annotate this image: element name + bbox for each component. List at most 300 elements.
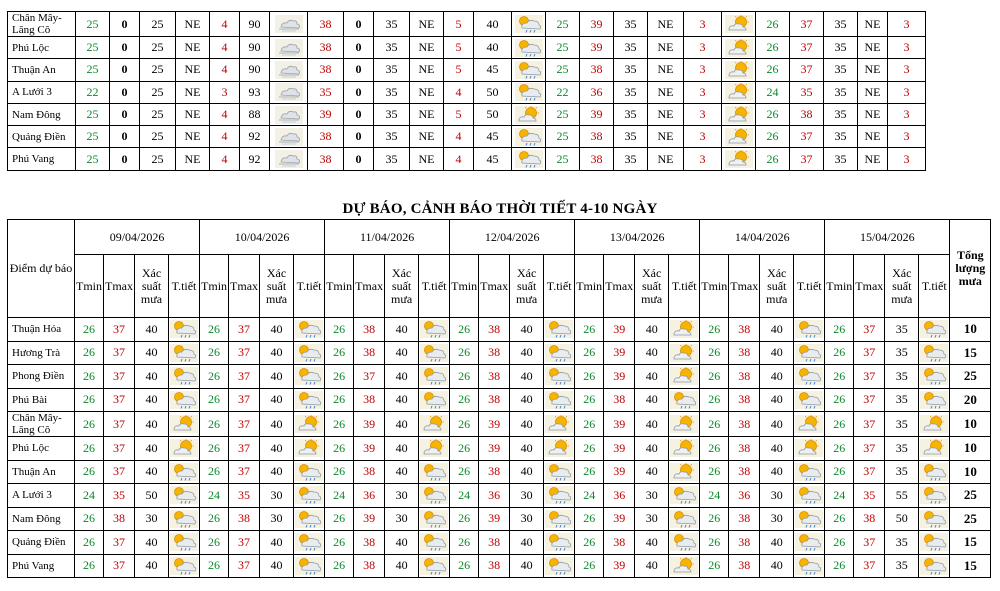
rain-sun-icon-cell: [169, 388, 200, 412]
tmin-cell: 26: [825, 437, 854, 461]
station-name: Thuận Hóa: [8, 318, 75, 342]
value-cell: 4: [210, 103, 240, 125]
rain-prob-cell: 40: [635, 318, 669, 342]
value-cell: 0: [110, 12, 140, 37]
tmin-cell: 24: [575, 484, 604, 508]
rain-prob-cell: 40: [260, 318, 294, 342]
tmin-cell: 26: [825, 554, 854, 578]
value-cell: 38: [580, 148, 614, 170]
rain-sun-icon: [170, 344, 198, 362]
rain-sun-icon: [420, 557, 448, 575]
fog-icon-cell: [270, 148, 308, 170]
value-cell: NE: [858, 37, 888, 59]
rain-sun-icon: [420, 391, 448, 409]
tmin-cell: 26: [325, 318, 354, 342]
tmax-cell: 36: [604, 484, 635, 508]
rain-prob-cell: 35: [885, 365, 919, 389]
rain-prob-cell: 40: [385, 318, 419, 342]
value-cell: 40: [474, 37, 512, 59]
tmax-cell: 39: [604, 365, 635, 389]
tmax-cell: 38: [729, 365, 760, 389]
tmin-header: Tmin: [575, 255, 604, 318]
value-cell: 38: [308, 126, 344, 148]
value-cell: 25: [140, 37, 176, 59]
weather-header: T.tiết: [669, 255, 700, 318]
rain-prob-cell: 40: [135, 318, 169, 342]
rain-sun-icon: [545, 391, 573, 409]
value-cell: 3: [888, 59, 926, 81]
total-rain-cell: 10: [950, 437, 991, 461]
tmax-cell: 39: [354, 412, 385, 437]
tmin-cell: 26: [700, 365, 729, 389]
sun-cloud-icon-cell: [669, 460, 700, 484]
tmin-header: Tmin: [450, 255, 479, 318]
rain-prob-cell: 40: [510, 318, 544, 342]
rain-sun-icon: [670, 533, 698, 551]
rain-prob-cell: 35: [885, 437, 919, 461]
tmax-cell: 38: [479, 554, 510, 578]
rain-sun-icon: [920, 391, 948, 409]
value-cell: 35: [374, 59, 410, 81]
rain-sun-icon-cell: [669, 388, 700, 412]
value-cell: 3: [684, 37, 722, 59]
tmax-cell: 37: [104, 554, 135, 578]
station-name: Nam Đông: [8, 507, 75, 531]
station-name: Chân Mây-Lăng Cô: [8, 412, 75, 437]
rain-sun-icon: [295, 391, 323, 409]
rain-prob-cell: 30: [510, 484, 544, 508]
tmin-cell: 26: [575, 365, 604, 389]
value-cell: 35: [824, 148, 858, 170]
tmax-cell: 38: [729, 460, 760, 484]
rain-sun-icon: [920, 533, 948, 551]
sun-cloud-icon: [420, 439, 448, 457]
rain-prob-cell: 40: [760, 341, 794, 365]
value-cell: NE: [410, 126, 444, 148]
rain-sun-icon: [515, 39, 543, 57]
tmax-cell: 38: [354, 531, 385, 555]
sun-cloud-icon: [920, 415, 948, 433]
rain-sun-icon: [515, 83, 543, 101]
tmax-cell: 38: [729, 437, 760, 461]
header-row: [8, 220, 991, 255]
rain-sun-icon-cell: [294, 531, 325, 555]
tmin-cell: 26: [825, 341, 854, 365]
value-cell: 25: [76, 103, 110, 125]
sun-cloud-icon: [670, 463, 698, 481]
station-name: Hương Trà: [8, 341, 75, 365]
tmax-cell: 38: [604, 388, 635, 412]
tmin-cell: 24: [75, 484, 104, 508]
rain-sun-icon-cell: [294, 554, 325, 578]
rain-sun-icon-cell: [544, 531, 575, 555]
rain-prob-cell: 40: [510, 531, 544, 555]
value-cell: 0: [344, 37, 374, 59]
value-cell: 35: [374, 126, 410, 148]
tmax-cell: 39: [604, 554, 635, 578]
table-row: [8, 554, 991, 578]
weather-header: T.tiết: [919, 255, 950, 318]
fog-icon-cell: [270, 12, 308, 37]
sun-cloud-icon-cell: [294, 412, 325, 437]
rain-sun-icon-cell: [794, 365, 825, 389]
sun-cloud-icon: [670, 367, 698, 385]
rain-sun-icon: [170, 367, 198, 385]
tmin-cell: 26: [825, 531, 854, 555]
rain-prob-cell: 35: [885, 531, 919, 555]
tmin-cell: 26: [450, 437, 479, 461]
value-cell: 4: [444, 81, 474, 103]
weather-header: T.tiết: [544, 255, 575, 318]
station-name: Thuận An: [8, 59, 76, 81]
value-cell: 3: [888, 37, 926, 59]
value-cell: 4: [210, 148, 240, 170]
value-cell: 35: [824, 126, 858, 148]
tmax-cell: 38: [479, 318, 510, 342]
tmax-cell: 37: [229, 460, 260, 484]
rain-sun-icon-cell: [544, 318, 575, 342]
rain-sun-icon-cell: [294, 341, 325, 365]
tmin-cell: 26: [325, 388, 354, 412]
sun-cloud-icon-cell: [722, 103, 756, 125]
tmax-cell: 38: [729, 318, 760, 342]
value-cell: 26: [756, 103, 790, 125]
sun-cloud-icon-cell: [294, 437, 325, 461]
value-cell: 38: [308, 37, 344, 59]
tmin-cell: 26: [575, 341, 604, 365]
sun-cloud-icon-cell: [544, 437, 575, 461]
fog-icon: [275, 83, 303, 101]
value-cell: 4: [444, 126, 474, 148]
rain-sun-icon-cell: [419, 531, 450, 555]
total-rain-cell: 20: [950, 388, 991, 412]
tmin-cell: 26: [325, 365, 354, 389]
total-rain-cell: 10: [950, 318, 991, 342]
value-cell: 0: [110, 59, 140, 81]
table-row: [8, 341, 991, 365]
rain-sun-icon-cell: [919, 318, 950, 342]
rain-sun-icon: [920, 344, 948, 362]
rain-sun-icon-cell: [919, 460, 950, 484]
value-cell: 5: [444, 59, 474, 81]
value-cell: 26: [756, 126, 790, 148]
rain-prob-cell: 35: [885, 460, 919, 484]
tmax-cell: 38: [354, 318, 385, 342]
value-cell: 35: [308, 81, 344, 103]
weather-header: T.tiết: [169, 255, 200, 318]
rain-sun-icon-cell: [512, 12, 546, 37]
value-cell: 25: [546, 148, 580, 170]
rain-sun-icon: [545, 463, 573, 481]
station-name: Phú Vang: [8, 148, 76, 170]
rain-sun-icon: [295, 533, 323, 551]
rain-sun-icon: [420, 533, 448, 551]
rain-prob-cell: 40: [760, 388, 794, 412]
value-cell: 3: [684, 126, 722, 148]
rain-sun-icon: [420, 367, 448, 385]
total-rain-cell: 15: [950, 554, 991, 578]
tmax-cell: 39: [479, 507, 510, 531]
table-row: [8, 507, 991, 531]
rain-sun-icon-cell: [512, 59, 546, 81]
tmax-cell: 39: [479, 437, 510, 461]
tmax-cell: 37: [104, 341, 135, 365]
rain-sun-icon: [170, 320, 198, 338]
rain-prob-cell: 40: [135, 437, 169, 461]
station-column-header: Điểm dự báo: [8, 220, 75, 318]
tmin-cell: 26: [450, 318, 479, 342]
value-cell: NE: [648, 126, 684, 148]
value-cell: 0: [344, 81, 374, 103]
date-header: 09/04/2026: [75, 220, 200, 255]
rain-prob-cell: 40: [510, 365, 544, 389]
tmin-cell: 26: [575, 388, 604, 412]
value-cell: 38: [308, 148, 344, 170]
weather-header: T.tiết: [419, 255, 450, 318]
rain-prob-cell: 30: [135, 507, 169, 531]
value-cell: 4: [210, 12, 240, 37]
tmin-cell: 26: [450, 507, 479, 531]
sun-cloud-icon-cell: [722, 126, 756, 148]
value-cell: 35: [374, 103, 410, 125]
tmax-cell: 37: [854, 365, 885, 389]
tmin-cell: 26: [700, 554, 729, 578]
value-cell: 4: [210, 126, 240, 148]
rain-sun-icon: [920, 486, 948, 504]
table-row: [8, 59, 926, 81]
total-rain-cell: 15: [950, 531, 991, 555]
tmax-cell: 37: [854, 531, 885, 555]
tmax-cell: 37: [854, 341, 885, 365]
value-cell: 25: [76, 37, 110, 59]
rain-sun-icon-cell: [544, 507, 575, 531]
rain-prob-cell: 35: [885, 318, 919, 342]
tmax-cell: 37: [229, 554, 260, 578]
tmin-cell: 26: [825, 412, 854, 437]
subheader-row: [8, 255, 991, 318]
tmin-cell: 24: [700, 484, 729, 508]
fog-icon-cell: [270, 81, 308, 103]
sun-cloud-icon: [295, 415, 323, 433]
tmax-cell: 37: [104, 412, 135, 437]
value-cell: 5: [444, 37, 474, 59]
value-cell: 0: [344, 126, 374, 148]
rain-prob-cell: 40: [385, 437, 419, 461]
tmax-cell: 37: [104, 531, 135, 555]
tmax-cell: 37: [229, 318, 260, 342]
value-cell: 25: [76, 126, 110, 148]
rain-prob-cell: 40: [760, 531, 794, 555]
value-cell: 25: [76, 12, 110, 37]
value-cell: 35: [824, 37, 858, 59]
value-cell: 35: [614, 59, 648, 81]
value-cell: 35: [614, 148, 648, 170]
value-cell: 22: [76, 81, 110, 103]
rain-prob-cell: 40: [510, 412, 544, 437]
value-cell: 25: [140, 59, 176, 81]
rain-sun-icon: [295, 486, 323, 504]
rain-sun-icon-cell: [794, 460, 825, 484]
rain-sun-icon: [795, 391, 823, 409]
tmin-cell: 26: [450, 341, 479, 365]
value-cell: 25: [140, 148, 176, 170]
tmax-cell: 39: [354, 437, 385, 461]
rain-sun-icon: [295, 510, 323, 528]
value-cell: 35: [374, 148, 410, 170]
value-cell: NE: [410, 81, 444, 103]
rain-sun-icon: [545, 533, 573, 551]
value-cell: NE: [858, 81, 888, 103]
tmin-cell: 26: [200, 460, 229, 484]
total-rain-cell: 10: [950, 460, 991, 484]
rain-sun-icon: [295, 344, 323, 362]
value-cell: 25: [546, 103, 580, 125]
value-cell: NE: [410, 148, 444, 170]
rain-sun-icon: [545, 320, 573, 338]
rain-prob-cell: 30: [385, 507, 419, 531]
table-row: [8, 365, 991, 389]
rain_prob-header: Xác suất mưa: [635, 255, 669, 318]
rain-prob-cell: 35: [885, 412, 919, 437]
rain-prob-cell: 40: [135, 365, 169, 389]
rain-sun-icon: [795, 320, 823, 338]
rain-prob-cell: 40: [760, 460, 794, 484]
tmin-cell: 26: [200, 412, 229, 437]
tmax-cell: 38: [479, 388, 510, 412]
rain-prob-cell: 40: [635, 341, 669, 365]
value-cell: 0: [344, 148, 374, 170]
rain-sun-icon: [515, 15, 543, 33]
tmax-header: Tmax: [229, 255, 260, 318]
rain-prob-cell: 40: [385, 412, 419, 437]
table-row: [8, 460, 991, 484]
rain-sun-icon-cell: [794, 531, 825, 555]
rain-prob-cell: 40: [510, 388, 544, 412]
value-cell: 92: [240, 126, 270, 148]
value-cell: 38: [308, 59, 344, 81]
tmin-cell: 26: [700, 412, 729, 437]
tmin-cell: 26: [325, 554, 354, 578]
value-cell: 0: [344, 12, 374, 37]
sun-cloud-icon: [725, 39, 753, 57]
tmax-cell: 35: [854, 484, 885, 508]
tmin-cell: 26: [575, 460, 604, 484]
total-rain-cell: 25: [950, 484, 991, 508]
rain-prob-cell: 40: [135, 531, 169, 555]
value-cell: NE: [858, 103, 888, 125]
tmin-cell: 26: [700, 460, 729, 484]
rain-sun-icon-cell: [544, 460, 575, 484]
rain-sun-icon-cell: [544, 388, 575, 412]
sun-cloud-icon-cell: [669, 341, 700, 365]
rain-sun-icon-cell: [669, 531, 700, 555]
sun-cloud-icon-cell: [722, 148, 756, 170]
tmax-cell: 37: [104, 365, 135, 389]
tmax-cell: 37: [104, 318, 135, 342]
tmax-cell: 36: [479, 484, 510, 508]
value-cell: 3: [888, 126, 926, 148]
rain-sun-icon: [295, 557, 323, 575]
station-name: Phú Bài: [8, 388, 75, 412]
current-forecast-table: [7, 11, 926, 171]
tmax-cell: 38: [354, 341, 385, 365]
table-row: [8, 126, 926, 148]
table-row: [8, 484, 991, 508]
value-cell: NE: [410, 37, 444, 59]
fog-icon: [275, 39, 303, 57]
tmax-cell: 37: [104, 388, 135, 412]
rain-sun-icon-cell: [669, 507, 700, 531]
value-cell: 3: [684, 81, 722, 103]
sun-cloud-icon-cell: [669, 412, 700, 437]
value-cell: 37: [790, 59, 824, 81]
station-name: Phú Lộc: [8, 437, 75, 461]
fog-icon-cell: [270, 37, 308, 59]
value-cell: 45: [474, 148, 512, 170]
sun-cloud-icon: [725, 83, 753, 101]
value-cell: 25: [140, 12, 176, 37]
sun-cloud-icon-cell: [722, 37, 756, 59]
value-cell: 35: [614, 37, 648, 59]
value-cell: 25: [140, 81, 176, 103]
value-cell: 38: [580, 59, 614, 81]
table-row: [8, 388, 991, 412]
tmax-cell: 37: [854, 412, 885, 437]
rain-sun-icon-cell: [169, 531, 200, 555]
tmax-header: Tmax: [104, 255, 135, 318]
tmax-cell: 37: [229, 437, 260, 461]
value-cell: 25: [76, 59, 110, 81]
value-cell: 3: [888, 81, 926, 103]
rain-prob-cell: 40: [760, 412, 794, 437]
tmin-cell: 26: [200, 365, 229, 389]
value-cell: 26: [756, 59, 790, 81]
tmin-header: Tmin: [75, 255, 104, 318]
tmax-cell: 37: [854, 388, 885, 412]
tmin-cell: 26: [200, 318, 229, 342]
rain-prob-cell: 40: [635, 554, 669, 578]
rain-sun-icon-cell: [294, 365, 325, 389]
value-cell: NE: [648, 37, 684, 59]
value-cell: 39: [308, 103, 344, 125]
station-name: Thuận An: [8, 460, 75, 484]
rain-sun-icon: [670, 486, 698, 504]
rain-sun-icon-cell: [794, 507, 825, 531]
tmin-cell: 24: [825, 484, 854, 508]
tmax-cell: 39: [604, 437, 635, 461]
rain-prob-cell: 50: [885, 507, 919, 531]
value-cell: NE: [410, 103, 444, 125]
tmax-cell: 38: [729, 412, 760, 437]
tmin-cell: 26: [575, 531, 604, 555]
tmin-cell: 26: [825, 318, 854, 342]
value-cell: 5: [444, 12, 474, 37]
rain-sun-icon-cell: [512, 81, 546, 103]
rain-sun-icon-cell: [794, 554, 825, 578]
value-cell: 39: [580, 12, 614, 37]
sun-cloud-icon: [795, 415, 823, 433]
rain-sun-icon: [420, 486, 448, 504]
rain-sun-icon: [170, 557, 198, 575]
rain-sun-icon: [170, 391, 198, 409]
rain-prob-cell: 40: [135, 388, 169, 412]
rain-sun-icon: [795, 367, 823, 385]
rain-prob-cell: 40: [635, 460, 669, 484]
value-cell: 50: [474, 81, 512, 103]
rain-prob-cell: 40: [260, 412, 294, 437]
station-name: Quảng Điền: [8, 531, 75, 555]
value-cell: 24: [756, 81, 790, 103]
